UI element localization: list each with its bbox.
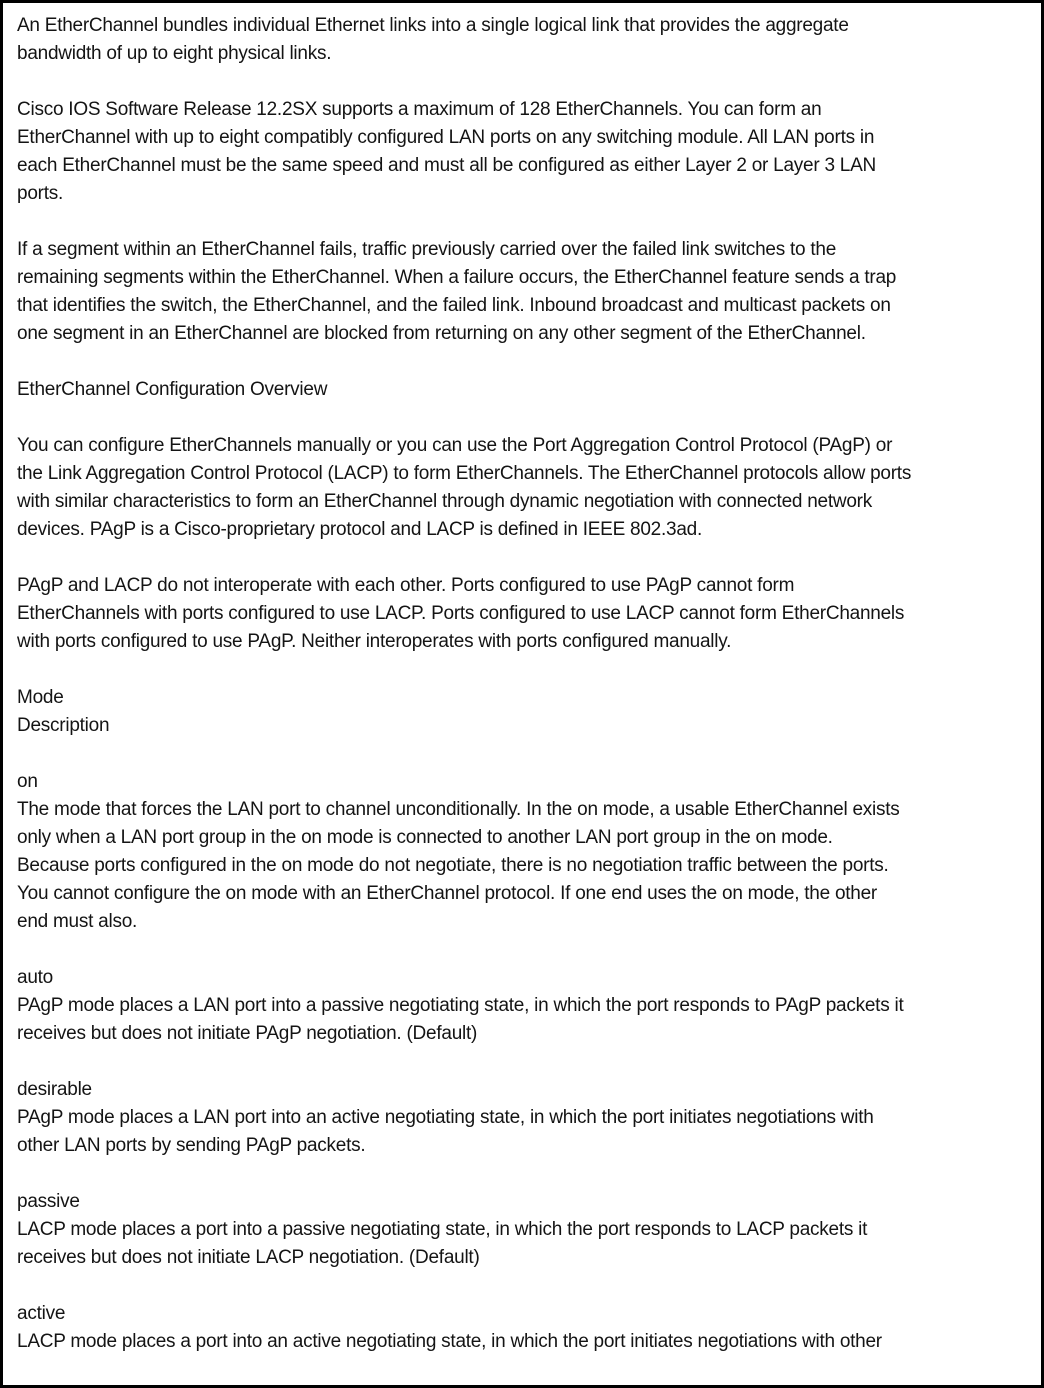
text-line: EtherChannel with up to eight compatibly configured LAN ports on any switching module. All LAN ports in (17, 127, 875, 148)
text-line: You cannot configure the on mode with an EtherChannel protocol. If one end uses the on mode, the other (17, 883, 878, 904)
text-line: Because ports configured in the on mode do not negotiate, there is no negotiation traffic between the ports. (17, 855, 889, 876)
paragraph-table-header (17, 684, 1027, 740)
text-line: the Link Aggregation Control Protocol (LACP) to form EtherChannels. The EtherChannel protocols allow ports (17, 463, 912, 484)
text-line: on (17, 771, 38, 792)
text-line: passive (17, 1191, 80, 1212)
text-line: PAgP and LACP do not interoperate with each other. Ports configured to use PAgP cannot form (17, 575, 795, 596)
paragraph-mode-desirable (17, 1076, 1027, 1160)
text-line: auto (17, 967, 53, 988)
text-line: end must also. (17, 911, 138, 932)
text-line: devices. PAgP is a Cisco-proprietary protocol and LACP is defined in IEEE 802.3ad. (17, 519, 703, 540)
text-line: PAgP mode places a LAN port into a passive negotiating state, in which the port responds to PAgP packets it (17, 995, 904, 1016)
text-line: only when a LAN port group in the on mode is connected to another LAN port group in the on mode. (17, 827, 833, 848)
paragraph-mode-passive (17, 1188, 1027, 1272)
paragraph-mode-auto (17, 964, 1027, 1048)
text-line: with similar characteristics to form an EtherChannel through dynamic negotiation with connected network (17, 491, 873, 512)
document-body (17, 12, 1027, 1356)
text-line: LACP mode places a port into an active negotiating state, in which the port initiates negotiations with other (17, 1331, 882, 1352)
text-line: EtherChannels with ports configured to use LACP. Ports configured to use LACP cannot form EtherChannels (17, 603, 905, 624)
text-line: with ports configured to use PAgP. Neither interoperates with ports configured manually. (17, 631, 732, 652)
text-line: ports. (17, 183, 64, 204)
text-line: Description (17, 715, 110, 736)
text-line: other LAN ports by sending PAgP packets. (17, 1135, 366, 1156)
paragraph-interoperability (17, 572, 1027, 656)
paragraph-ios-release (17, 96, 1027, 208)
text-line: receives but does not initiate LACP negotiation. (Default) (17, 1247, 480, 1268)
text-line: LACP mode places a port into a passive negotiating state, in which the port responds to LACP packets it (17, 1219, 868, 1240)
paragraph-section-heading (17, 376, 1027, 404)
text-line: If a segment within an EtherChannel fails, traffic previously carried over the failed link switches to the (17, 239, 837, 260)
text-line: EtherChannel Configuration Overview (17, 379, 328, 400)
text-line: An EtherChannel bundles individual Ethernet links into a single logical link that provides the aggregate (17, 15, 849, 36)
text-line: You can configure EtherChannels manually or you can use the Port Aggregation Control Protocol (PAgP) or (17, 435, 893, 456)
paragraph-intro (17, 12, 1027, 68)
text-line: Cisco IOS Software Release 12.2SX supports a maximum of 128 EtherChannels. You can form an (17, 99, 822, 120)
text-line: one segment in an EtherChannel are blocked from returning on any other segment of the EtherChannel. (17, 323, 866, 344)
paragraph-mode-on (17, 768, 1027, 936)
text-line: desirable (17, 1079, 92, 1100)
text-line: PAgP mode places a LAN port into an active negotiating state, in which the port initiates negotiations with (17, 1107, 874, 1128)
text-line: receives but does not initiate PAgP negotiation. (Default) (17, 1023, 478, 1044)
text-line: The mode that forces the LAN port to channel unconditionally. In the on mode, a usable EtherChannel exists (17, 799, 900, 820)
text-line: bandwidth of up to eight physical links. (17, 43, 332, 64)
text-line: remaining segments within the EtherChannel. When a failure occurs, the EtherChannel feature sends a trap (17, 267, 897, 288)
paragraph-config-protocols (17, 432, 1027, 544)
paragraph-mode-active (17, 1300, 1027, 1356)
paragraph-failover (17, 236, 1027, 348)
text-line: each EtherChannel must be the same speed and must all be configured as either Layer 2 or Layer 3 LAN (17, 155, 877, 176)
text-line: Mode (17, 687, 64, 708)
text-line: that identifies the switch, the EtherChannel, and the failed link. Inbound broadcast and multicast packets on (17, 295, 891, 316)
text-line: active (17, 1303, 66, 1324)
